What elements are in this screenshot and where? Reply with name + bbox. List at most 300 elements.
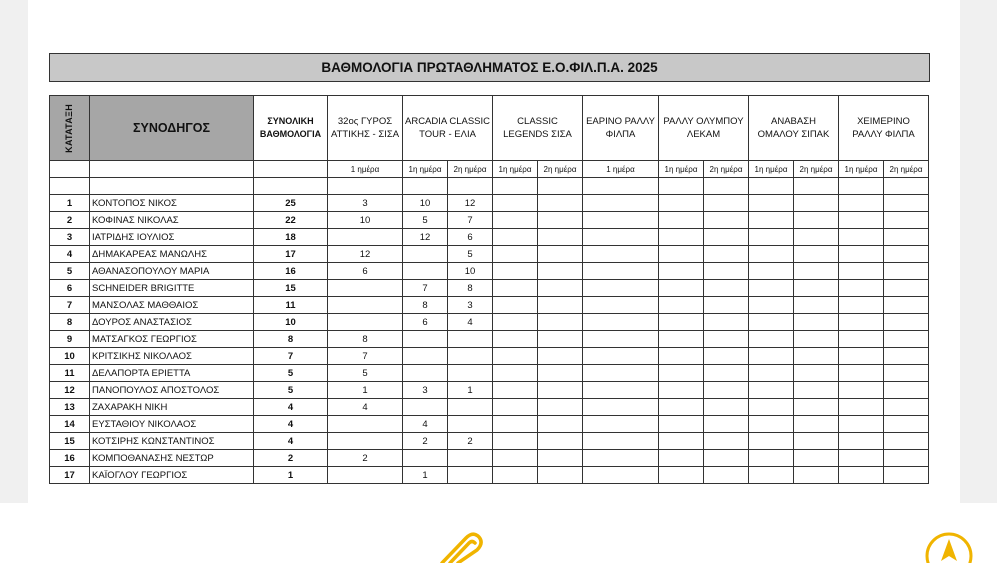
event-points-cell bbox=[493, 212, 538, 229]
event-points-cell bbox=[538, 229, 583, 246]
event-points-cell: 7 bbox=[328, 348, 403, 365]
event-points-cell: 3 bbox=[403, 382, 448, 399]
event-points-cell bbox=[839, 314, 884, 331]
event-points-cell bbox=[659, 399, 704, 416]
event-points-cell bbox=[493, 365, 538, 382]
event-points-cell bbox=[884, 195, 929, 212]
rank-cell: 14 bbox=[50, 416, 90, 433]
event-points-cell bbox=[794, 382, 839, 399]
event-points-cell bbox=[328, 229, 403, 246]
event-points-cell bbox=[583, 467, 659, 484]
event-points-cell: 7 bbox=[403, 280, 448, 297]
event-points-cell bbox=[583, 297, 659, 314]
event-points-cell bbox=[839, 433, 884, 450]
total-header: ΣΥΝΟΛΙΚΗ ΒΑΘΜΟΛΟΓΙΑ bbox=[254, 96, 328, 161]
event-points-cell bbox=[794, 229, 839, 246]
total-points-cell: 7 bbox=[254, 348, 328, 365]
event-points-cell bbox=[403, 348, 448, 365]
driver-name-cell: ΙΑΤΡΙΔΗΣ ΙΟΥΛΙΟΣ bbox=[90, 229, 254, 246]
day-label: 1η ημέρα bbox=[493, 161, 538, 178]
total-points-cell: 22 bbox=[254, 212, 328, 229]
event-points-cell bbox=[583, 280, 659, 297]
bottom-toolbar bbox=[0, 503, 997, 563]
event-points-cell bbox=[884, 348, 929, 365]
event-points-cell bbox=[659, 280, 704, 297]
event-points-cell bbox=[884, 314, 929, 331]
table-row bbox=[50, 433, 929, 450]
event-points-cell bbox=[839, 365, 884, 382]
event-points-cell bbox=[448, 416, 493, 433]
event-header: 32ος ΓΥΡΟΣ ΑΤΤΙΚΗΣ - ΣΙΣΑ bbox=[328, 96, 403, 161]
event-points-cell bbox=[839, 280, 884, 297]
event-points-cell bbox=[583, 433, 659, 450]
event-points-cell bbox=[448, 450, 493, 467]
driver-name-cell: ΖΑΧΑΡΑΚΗ ΝΙΚΗ bbox=[90, 399, 254, 416]
rank-cell: 2 bbox=[50, 212, 90, 229]
event-points-cell bbox=[493, 399, 538, 416]
event-points-cell bbox=[884, 467, 929, 484]
total-points-cell: 8 bbox=[254, 331, 328, 348]
event-points-cell bbox=[704, 195, 749, 212]
event-points-cell bbox=[538, 195, 583, 212]
standings-table bbox=[49, 95, 929, 484]
rank-cell: 8 bbox=[50, 314, 90, 331]
day-label: 2η ημέρα bbox=[448, 161, 493, 178]
header-row bbox=[50, 96, 929, 161]
event-points-cell bbox=[839, 348, 884, 365]
day-label: 1η ημέρα bbox=[839, 161, 884, 178]
event-points-cell bbox=[328, 297, 403, 314]
event-points-cell bbox=[749, 450, 794, 467]
event-points-cell bbox=[583, 314, 659, 331]
event-header: ΧΕΙΜΕΡΙΝΟ ΡΑΛΛΥ ΦΙΛΠΑ bbox=[839, 96, 929, 161]
event-points-cell: 12 bbox=[328, 246, 403, 263]
event-points-cell: 5 bbox=[328, 365, 403, 382]
event-points-cell bbox=[403, 450, 448, 467]
driver-name-cell: ΚΡΙΤΣΙΚΗΣ ΝΙΚΟΛΑΟΣ bbox=[90, 348, 254, 365]
event-header: ΑΝΑΒΑΣΗ ΟΜΑΛΟΥ ΣΙΠΑΚ bbox=[749, 96, 839, 161]
event-points-cell bbox=[493, 280, 538, 297]
total-points-cell: 15 bbox=[254, 280, 328, 297]
event-points-cell bbox=[583, 450, 659, 467]
event-points-cell bbox=[328, 467, 403, 484]
event-points-cell bbox=[328, 280, 403, 297]
total-points-cell: 4 bbox=[254, 416, 328, 433]
event-points-cell bbox=[538, 331, 583, 348]
event-points-cell bbox=[493, 246, 538, 263]
event-points-cell bbox=[659, 314, 704, 331]
day-label: 2η ημέρα bbox=[704, 161, 749, 178]
rank-cell: 5 bbox=[50, 263, 90, 280]
event-header: ΡΑΛΛΥ ΟΛΥΜΠΟΥ ΛΕΚΑΜ bbox=[659, 96, 749, 161]
event-points-cell bbox=[448, 399, 493, 416]
event-points-cell bbox=[884, 263, 929, 280]
event-points-cell bbox=[659, 263, 704, 280]
event-points-cell bbox=[749, 263, 794, 280]
event-points-cell bbox=[328, 416, 403, 433]
event-points-cell bbox=[493, 450, 538, 467]
event-points-cell bbox=[493, 331, 538, 348]
event-points-cell bbox=[839, 399, 884, 416]
event-points-cell bbox=[659, 212, 704, 229]
event-points-cell: 10 bbox=[328, 212, 403, 229]
event-points-cell bbox=[583, 365, 659, 382]
event-points-cell bbox=[839, 382, 884, 399]
event-points-cell bbox=[704, 382, 749, 399]
driver-name-cell: ΑΘΑΝΑΣΟΠΟΥΛΟΥ ΜΑΡΙΑ bbox=[90, 263, 254, 280]
event-points-cell bbox=[493, 195, 538, 212]
event-points-cell bbox=[749, 314, 794, 331]
rank-cell: 1 bbox=[50, 195, 90, 212]
event-points-cell: 1 bbox=[403, 467, 448, 484]
total-points-cell: 4 bbox=[254, 433, 328, 450]
event-points-cell bbox=[884, 331, 929, 348]
day-label: 1η ημέρα bbox=[659, 161, 704, 178]
event-points-cell bbox=[583, 331, 659, 348]
event-points-cell bbox=[583, 263, 659, 280]
event-points-cell bbox=[839, 450, 884, 467]
total-points-cell: 18 bbox=[254, 229, 328, 246]
total-points-cell: 25 bbox=[254, 195, 328, 212]
event-points-cell bbox=[704, 297, 749, 314]
driver-name-cell: ΕΥΣΤΑΘΙΟΥ ΝΙΚΟΛΑΟΣ bbox=[90, 416, 254, 433]
event-points-cell bbox=[538, 263, 583, 280]
event-points-cell bbox=[794, 450, 839, 467]
event-points-cell: 3 bbox=[328, 195, 403, 212]
event-points-cell bbox=[403, 331, 448, 348]
event-points-cell bbox=[884, 399, 929, 416]
event-points-cell: 1 bbox=[448, 382, 493, 399]
table-row bbox=[50, 382, 929, 399]
driver-name-cell: ΚΟΦΙΝΑΣ ΝΙΚΟΛΑΣ bbox=[90, 212, 254, 229]
event-points-cell: 7 bbox=[448, 212, 493, 229]
table-row bbox=[50, 331, 929, 348]
driver-name-cell: ΚΑΪΟΓΛΟΥ ΓΕΩΡΓΙΟΣ bbox=[90, 467, 254, 484]
total-points-cell: 2 bbox=[254, 450, 328, 467]
event-points-cell bbox=[448, 467, 493, 484]
driver-name-cell: ΔΟΥΡΟΣ ΑΝΑΣΤΑΣΙΟΣ bbox=[90, 314, 254, 331]
event-points-cell bbox=[583, 229, 659, 246]
event-points-cell bbox=[704, 263, 749, 280]
total-points-cell: 4 bbox=[254, 399, 328, 416]
table-row bbox=[50, 263, 929, 280]
event-points-cell bbox=[538, 314, 583, 331]
event-points-cell: 8 bbox=[403, 297, 448, 314]
event-points-cell bbox=[794, 212, 839, 229]
event-points-cell bbox=[884, 297, 929, 314]
driver-name-cell: ΜΑΤΣΑΓΚΟΣ ΓΕΩΡΓΙΟΣ bbox=[90, 331, 254, 348]
event-points-cell bbox=[884, 416, 929, 433]
event-points-cell bbox=[749, 467, 794, 484]
document-page bbox=[28, 0, 960, 503]
event-points-cell bbox=[794, 331, 839, 348]
event-points-cell bbox=[493, 416, 538, 433]
document-title: ΒΑΘΜΟΛΟΓΙΑ ΠΡΩΤΑΘΛΗΜΑΤΟΣ Ε.Ο.ΦΙΛ.Π.Α. 2025 bbox=[49, 53, 930, 82]
event-points-cell bbox=[659, 297, 704, 314]
day-label: 1 ημέρα bbox=[583, 161, 659, 178]
event-points-cell bbox=[583, 416, 659, 433]
event-points-cell bbox=[749, 212, 794, 229]
event-points-cell bbox=[794, 297, 839, 314]
event-points-cell bbox=[538, 399, 583, 416]
event-points-cell bbox=[538, 348, 583, 365]
event-points-cell bbox=[403, 399, 448, 416]
event-points-cell bbox=[749, 382, 794, 399]
event-points-cell bbox=[749, 399, 794, 416]
rank-cell: 7 bbox=[50, 297, 90, 314]
event-points-cell: 5 bbox=[403, 212, 448, 229]
event-points-cell bbox=[659, 348, 704, 365]
event-points-cell bbox=[839, 246, 884, 263]
event-points-cell bbox=[583, 399, 659, 416]
event-points-cell bbox=[704, 331, 749, 348]
spacer-row bbox=[50, 178, 929, 195]
day-label: 1η ημέρα bbox=[403, 161, 448, 178]
event-points-cell bbox=[403, 246, 448, 263]
event-points-cell bbox=[704, 365, 749, 382]
rank-cell: 3 bbox=[50, 229, 90, 246]
event-points-cell bbox=[493, 229, 538, 246]
rank-cell: 10 bbox=[50, 348, 90, 365]
event-points-cell bbox=[704, 433, 749, 450]
event-points-cell bbox=[749, 331, 794, 348]
event-points-cell bbox=[884, 382, 929, 399]
event-points-cell bbox=[704, 229, 749, 246]
event-points-cell bbox=[538, 450, 583, 467]
event-points-cell bbox=[403, 263, 448, 280]
table-row bbox=[50, 280, 929, 297]
driver-name-cell: ΜΑΝΣΟΛΑΣ ΜΑΘΘΑΙΟΣ bbox=[90, 297, 254, 314]
driver-name-cell: SCHNEIDER BRIGITTE bbox=[90, 280, 254, 297]
event-points-cell bbox=[749, 246, 794, 263]
event-points-cell bbox=[884, 280, 929, 297]
event-points-cell bbox=[794, 433, 839, 450]
event-points-cell: 1 bbox=[328, 382, 403, 399]
event-points-cell bbox=[839, 467, 884, 484]
event-points-cell: 12 bbox=[448, 195, 493, 212]
event-points-cell bbox=[794, 314, 839, 331]
event-points-cell bbox=[538, 416, 583, 433]
event-points-cell bbox=[659, 416, 704, 433]
event-points-cell bbox=[328, 433, 403, 450]
rank-cell: 12 bbox=[50, 382, 90, 399]
event-points-cell bbox=[493, 348, 538, 365]
event-points-cell bbox=[884, 229, 929, 246]
event-points-cell bbox=[659, 382, 704, 399]
event-points-cell bbox=[659, 246, 704, 263]
rank-cell: 17 bbox=[50, 467, 90, 484]
event-points-cell bbox=[538, 365, 583, 382]
day-label: 2η ημέρα bbox=[794, 161, 839, 178]
table-row bbox=[50, 348, 929, 365]
table-row bbox=[50, 450, 929, 467]
event-points-cell: 8 bbox=[448, 280, 493, 297]
event-points-cell bbox=[704, 212, 749, 229]
driver-name-cell: ΚΟΝΤΟΠΟΣ ΝΙΚΟΣ bbox=[90, 195, 254, 212]
table-row bbox=[50, 399, 929, 416]
event-points-cell bbox=[659, 229, 704, 246]
table-row bbox=[50, 467, 929, 484]
event-points-cell bbox=[403, 365, 448, 382]
event-points-cell bbox=[493, 467, 538, 484]
table-row bbox=[50, 229, 929, 246]
event-points-cell bbox=[704, 280, 749, 297]
event-points-cell bbox=[659, 195, 704, 212]
event-points-cell bbox=[749, 229, 794, 246]
total-points-cell: 17 bbox=[254, 246, 328, 263]
event-points-cell bbox=[538, 246, 583, 263]
event-points-cell bbox=[704, 467, 749, 484]
event-points-cell bbox=[884, 246, 929, 263]
day-label: 2η ημέρα bbox=[538, 161, 583, 178]
event-points-cell bbox=[839, 195, 884, 212]
event-points-cell: 2 bbox=[448, 433, 493, 450]
event-points-cell: 10 bbox=[403, 195, 448, 212]
table-row bbox=[50, 297, 929, 314]
event-points-cell bbox=[749, 416, 794, 433]
event-points-cell bbox=[884, 365, 929, 382]
event-points-cell bbox=[749, 348, 794, 365]
event-points-cell bbox=[839, 263, 884, 280]
event-points-cell bbox=[583, 195, 659, 212]
event-header: ARCADIA CLASSIC TOUR - ΕΛΙΑ bbox=[403, 96, 493, 161]
rank-cell: 16 bbox=[50, 450, 90, 467]
day-label: 1 ημέρα bbox=[328, 161, 403, 178]
navigation-arrow-icon[interactable] bbox=[924, 531, 974, 563]
event-points-cell: 6 bbox=[403, 314, 448, 331]
event-points-cell bbox=[659, 467, 704, 484]
event-points-cell bbox=[493, 314, 538, 331]
event-points-cell bbox=[659, 433, 704, 450]
event-points-cell bbox=[538, 433, 583, 450]
event-points-cell bbox=[538, 280, 583, 297]
total-points-cell: 5 bbox=[254, 382, 328, 399]
event-points-cell bbox=[794, 263, 839, 280]
event-points-cell bbox=[839, 229, 884, 246]
driver-name-cell: ΚΟΤΣΙΡΗΣ ΚΩΝΣΤΑΝΤΙΝΟΣ bbox=[90, 433, 254, 450]
event-points-cell bbox=[749, 297, 794, 314]
event-points-cell bbox=[794, 195, 839, 212]
driver-name-cell: ΔΕΛΑΠΟΡΤΑ ΕΡΙΕΤΤΑ bbox=[90, 365, 254, 382]
table-row bbox=[50, 314, 929, 331]
event-points-cell bbox=[659, 365, 704, 382]
day-label: 2η ημέρα bbox=[884, 161, 929, 178]
event-points-cell bbox=[493, 263, 538, 280]
event-header: ΕΑΡΙΝΟ ΡΑΛΛΥ ΦΙΛΠΑ bbox=[583, 96, 659, 161]
event-points-cell bbox=[704, 399, 749, 416]
event-points-cell bbox=[749, 195, 794, 212]
event-points-cell bbox=[538, 212, 583, 229]
rank-cell: 4 bbox=[50, 246, 90, 263]
event-points-cell: 12 bbox=[403, 229, 448, 246]
total-points-cell: 5 bbox=[254, 365, 328, 382]
rank-header: ΚΑΤΑΤΑΞΗ bbox=[50, 96, 90, 161]
event-points-cell bbox=[704, 450, 749, 467]
event-points-cell: 2 bbox=[328, 450, 403, 467]
event-points-cell bbox=[794, 348, 839, 365]
event-points-cell: 10 bbox=[448, 263, 493, 280]
driver-name-cell: ΠΑΝΟΠΟΥΛΟΣ ΑΠΟΣΤΟΛΟΣ bbox=[90, 382, 254, 399]
event-points-cell: 3 bbox=[448, 297, 493, 314]
event-header: CLASSIC LEGENDS ΣΙΣΑ bbox=[493, 96, 583, 161]
total-points-cell: 10 bbox=[254, 314, 328, 331]
table-row bbox=[50, 246, 929, 263]
event-points-cell bbox=[328, 314, 403, 331]
event-points-cell bbox=[493, 382, 538, 399]
table-row bbox=[50, 212, 929, 229]
event-points-cell bbox=[794, 416, 839, 433]
event-points-cell bbox=[583, 382, 659, 399]
total-points-cell: 1 bbox=[254, 467, 328, 484]
event-points-cell bbox=[538, 297, 583, 314]
event-points-cell bbox=[794, 399, 839, 416]
event-points-cell bbox=[448, 365, 493, 382]
day-label-row bbox=[50, 161, 929, 178]
event-points-cell bbox=[659, 331, 704, 348]
event-points-cell bbox=[704, 416, 749, 433]
paperclip-icon[interactable] bbox=[436, 530, 486, 563]
event-points-cell bbox=[839, 297, 884, 314]
rank-cell: 11 bbox=[50, 365, 90, 382]
event-points-cell bbox=[794, 467, 839, 484]
event-points-cell bbox=[538, 467, 583, 484]
event-points-cell: 6 bbox=[448, 229, 493, 246]
event-points-cell bbox=[448, 331, 493, 348]
rank-cell: 13 bbox=[50, 399, 90, 416]
event-points-cell bbox=[704, 246, 749, 263]
event-points-cell bbox=[583, 348, 659, 365]
table-row bbox=[50, 195, 929, 212]
event-points-cell bbox=[794, 246, 839, 263]
day-label: 1η ημέρα bbox=[749, 161, 794, 178]
event-points-cell bbox=[749, 433, 794, 450]
rank-cell: 6 bbox=[50, 280, 90, 297]
table-row bbox=[50, 416, 929, 433]
event-points-cell bbox=[583, 212, 659, 229]
event-points-cell: 4 bbox=[403, 416, 448, 433]
event-points-cell bbox=[704, 348, 749, 365]
event-points-cell bbox=[583, 246, 659, 263]
event-points-cell bbox=[493, 297, 538, 314]
event-points-cell bbox=[839, 212, 884, 229]
event-points-cell: 4 bbox=[448, 314, 493, 331]
event-points-cell bbox=[448, 348, 493, 365]
rank-cell: 9 bbox=[50, 331, 90, 348]
event-points-cell bbox=[749, 365, 794, 382]
event-points-cell bbox=[538, 382, 583, 399]
event-points-cell: 6 bbox=[328, 263, 403, 280]
event-points-cell bbox=[794, 280, 839, 297]
event-points-cell bbox=[794, 365, 839, 382]
event-points-cell bbox=[659, 450, 704, 467]
driver-name-cell: ΚΟΜΠΟΘΑΝΑΣΗΣ ΝΕΣΤΩΡ bbox=[90, 450, 254, 467]
event-points-cell: 4 bbox=[328, 399, 403, 416]
event-points-cell bbox=[839, 331, 884, 348]
event-points-cell: 8 bbox=[328, 331, 403, 348]
event-points-cell bbox=[884, 212, 929, 229]
total-points-cell: 11 bbox=[254, 297, 328, 314]
event-points-cell: 5 bbox=[448, 246, 493, 263]
event-points-cell bbox=[884, 433, 929, 450]
table-row bbox=[50, 365, 929, 382]
driver-header: ΣΥΝΟΔΗΓΟΣ bbox=[90, 96, 254, 161]
event-points-cell bbox=[884, 450, 929, 467]
event-points-cell: 2 bbox=[403, 433, 448, 450]
event-points-cell bbox=[839, 416, 884, 433]
rank-cell: 15 bbox=[50, 433, 90, 450]
event-points-cell bbox=[704, 314, 749, 331]
total-points-cell: 16 bbox=[254, 263, 328, 280]
